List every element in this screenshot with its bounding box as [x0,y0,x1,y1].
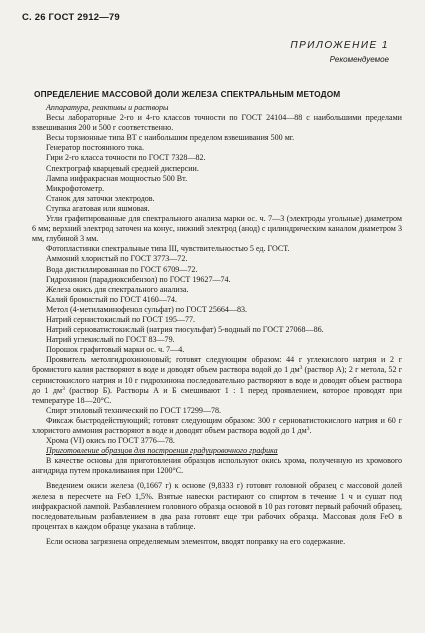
developer-text-2: (раствор А); 2 г метола, 52 г сернистокислого натрия и 10 г гидрохинона последовательно растворяют в воде и доводят объем раствора до 1 дм [32,365,402,395]
list-item: Весы торзионные типа ВТ с наибольшим пределом взвешивания 500 мг. [46,133,295,143]
list-item: Лампа инфракрасная мощностью 500 Вт. [46,173,188,183]
list-item: Гири 2-го класса точности по ГОСТ 7328—82. [46,153,206,163]
list-item: Спектрограф кварцевый средней дисперсии. [46,163,199,173]
list-item: Железа окись для спектрального анализа. [46,284,189,294]
list-item: Натрий серноватистокислый (натрия тиосульфат) 5-водный по ГОСТ 27068—86. [46,325,324,335]
list-item: Фотопластинки спектральные типа III, чувствительностью 5 ед. ГОСТ. [46,244,290,254]
list-item: Калий бромистый по ГОСТ 4160—74. [46,294,177,304]
developer-paragraph [32,355,402,405]
developer-text-1: Проявитель метолгидрохиноновый; готовят следующим образом: 44 г углекислого натрия и 2 г бромистого калия растворяют в воде и доводят объем раствора водой до 1 дм [32,355,402,375]
developer-sup-2: 3 [62,385,65,392]
list-item: Микрофотометр. [46,183,105,193]
list-item: Станок для заточки электродов. [46,193,155,203]
list-item: Угли графитированные для спектрального анализа марки ос. ч. 7—3 (электроды угольные) диаметром 6 мм; верхний электрод заточен на конус, нижний электрод (анод) с цилиндрическим каналом диаметром 3 мм, глубиной 3 мм. [32,214,402,244]
list-item: Порошок графитовый марки ос. ч. 7—4. [46,345,185,355]
chrome-item: Хрома (VI) окись по ГОСТ 3776—78. [46,436,175,446]
list-item: Генератор постоянного тока. [46,143,145,153]
document-body [32,103,402,547]
alcohol-item: Спирт этиловый технический по ГОСТ 17299—78. [46,405,222,415]
list-item: Натрий сернистокислый по ГОСТ 195—77. [46,314,196,324]
fixer-text-2: . [309,426,312,435]
list-item: Гидрохинон (парадиоксибензол) по ГОСТ 19627—74. [46,274,231,284]
appendix-title: ПРИЛОЖЕНИЕ 1 [290,40,389,51]
fixer-sup: 3 [306,426,310,432]
list-item: Аммоний хлористый по ГОСТ 3773—72. [46,254,188,264]
appendix-subtitle: Рекомендуемое [329,55,389,64]
list-item: Метол (4-метиламинофенол сульфат) по ГОСТ 25664—83. [46,304,248,314]
preparation-paragraph-2: Введением окиси железа (0,1667 г) к основе (9,8333 г) готовят головной образец с массовой долей железа в пересчете на FeO 1,5%. Взятые навески растирают со спиртом в течение 1 ч и сушат под инфракрасной лампой. Разбавлением головного образца основой в 10 раз готовят первый рабочий образец, последовательным разбавлением в два раза готовят еще три рабочих образца. Массовая доля FeO в процентах в каждом образце указана в таблице. [32,481,402,531]
preparation-title: Приготовление образцов для построения градуировочного графика [46,446,278,456]
list-item: Весы лабораторные 2-го и 4-го классов точности по ГОСТ 24104—88 с наибольшими пределами взвешивания 200 и 500 г соответственно. [32,113,402,133]
main-title: ОПРЕДЕЛЕНИЕ МАССОВОЙ ДОЛИ ЖЕЛЕЗА СПЕКТРАЛЬНЫМ МЕТОДОМ [34,89,341,99]
list-item: Ступка агатовая или яшмовая. [46,203,150,213]
developer-text-3: (раствор Б). Растворы А и Б смешивают 1 : 1 перед проявлением, которое проводят при температуре 18—20°С. [32,385,402,405]
preparation-paragraph-3: Если основа загрязнена определяемым элементом, вводят поправку на его содержание. [46,536,346,546]
preparation-paragraph-1: В качестве основы для приготовления образцов используют окись хрома, полученную из хромового ангидрида путем прокаливания при 1200°С. [32,456,402,476]
page-header: С. 26 ГОСТ 2912—79 [22,12,120,23]
section-title: Аппаратура, реактивы и растворы [46,103,169,112]
fixer-paragraph [32,416,402,436]
developer-sup-1: 3 [299,365,303,372]
list-item: Натрий углекислый по ГОСТ 83—79. [46,335,175,345]
list-item: Вода дистиллированная по ГОСТ 6709—72. [46,264,198,274]
fixer-text-1: Фиксаж быстродействующий; готовят следующим образом: 300 г серноватистокислого натрия и 60 г хлористого аммония растворяют в воде и доводят объем раствора водой до 1 дм [32,415,402,435]
appendix-block [290,40,389,64]
